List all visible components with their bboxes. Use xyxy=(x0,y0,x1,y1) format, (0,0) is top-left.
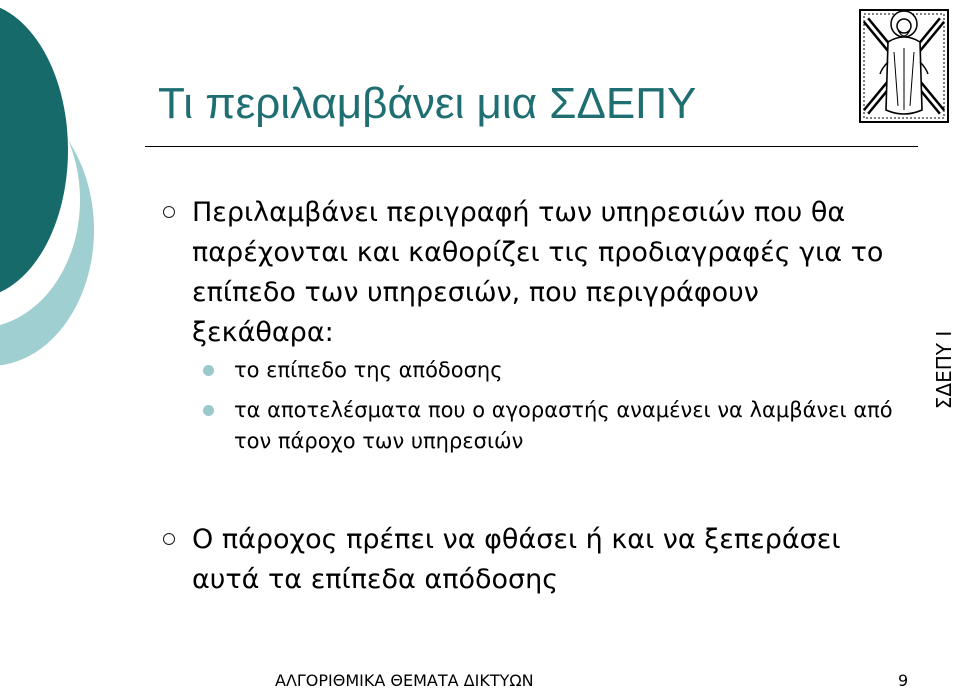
page-number: 9 xyxy=(898,671,909,690)
side-label: ΣΔΕΠΥ Ι xyxy=(932,330,956,410)
sub-bullet-text: τα αποτελέσματα που ο αγοραστής αναμένει να λαμβάνει από τον πάροχο των υπηρεσιών xyxy=(234,398,893,453)
round-bullet-icon xyxy=(203,365,214,376)
hollow-circle-bullet-icon xyxy=(163,533,175,545)
bullet-item xyxy=(160,193,892,353)
bullet-text: Περιλαμβάνει περιγραφή των υπηρεσιών που θα παρέχονται και καθορίζει τις προδιαγραφές για το επίπεδο των υπηρεσιών, που περιγράφουν ξεκάθαρα: xyxy=(192,197,884,348)
bullet-block-2 xyxy=(160,520,852,600)
bullet-block-1 xyxy=(160,193,914,457)
bullet-text: Ο πάροχος πρέπει να φθάσει ή και να ξεπεράσει αυτά τα επίπεδα απόδοσης xyxy=(192,524,841,595)
decorative-arcs xyxy=(0,0,120,370)
slide-title: Τι περιλαμβάνει μια ΣΔΕΠΥ xyxy=(158,79,697,128)
bullet-item xyxy=(160,520,852,600)
saint-andrew-emblem-icon xyxy=(858,2,950,126)
sub-bullet-item xyxy=(160,395,914,457)
sub-bullet-text: το επίπεδο της απόδοσης xyxy=(234,358,503,382)
round-bullet-icon xyxy=(203,405,214,416)
title-divider xyxy=(145,146,918,147)
hollow-circle-bullet-icon xyxy=(163,206,175,218)
footer-text: ΑΛΓΟΡΙΘΜΙΚΑ ΘΕΜΑΤΑ ΔΙΚΤΥΩΝ xyxy=(275,671,534,690)
sub-bullet-item xyxy=(160,355,914,386)
